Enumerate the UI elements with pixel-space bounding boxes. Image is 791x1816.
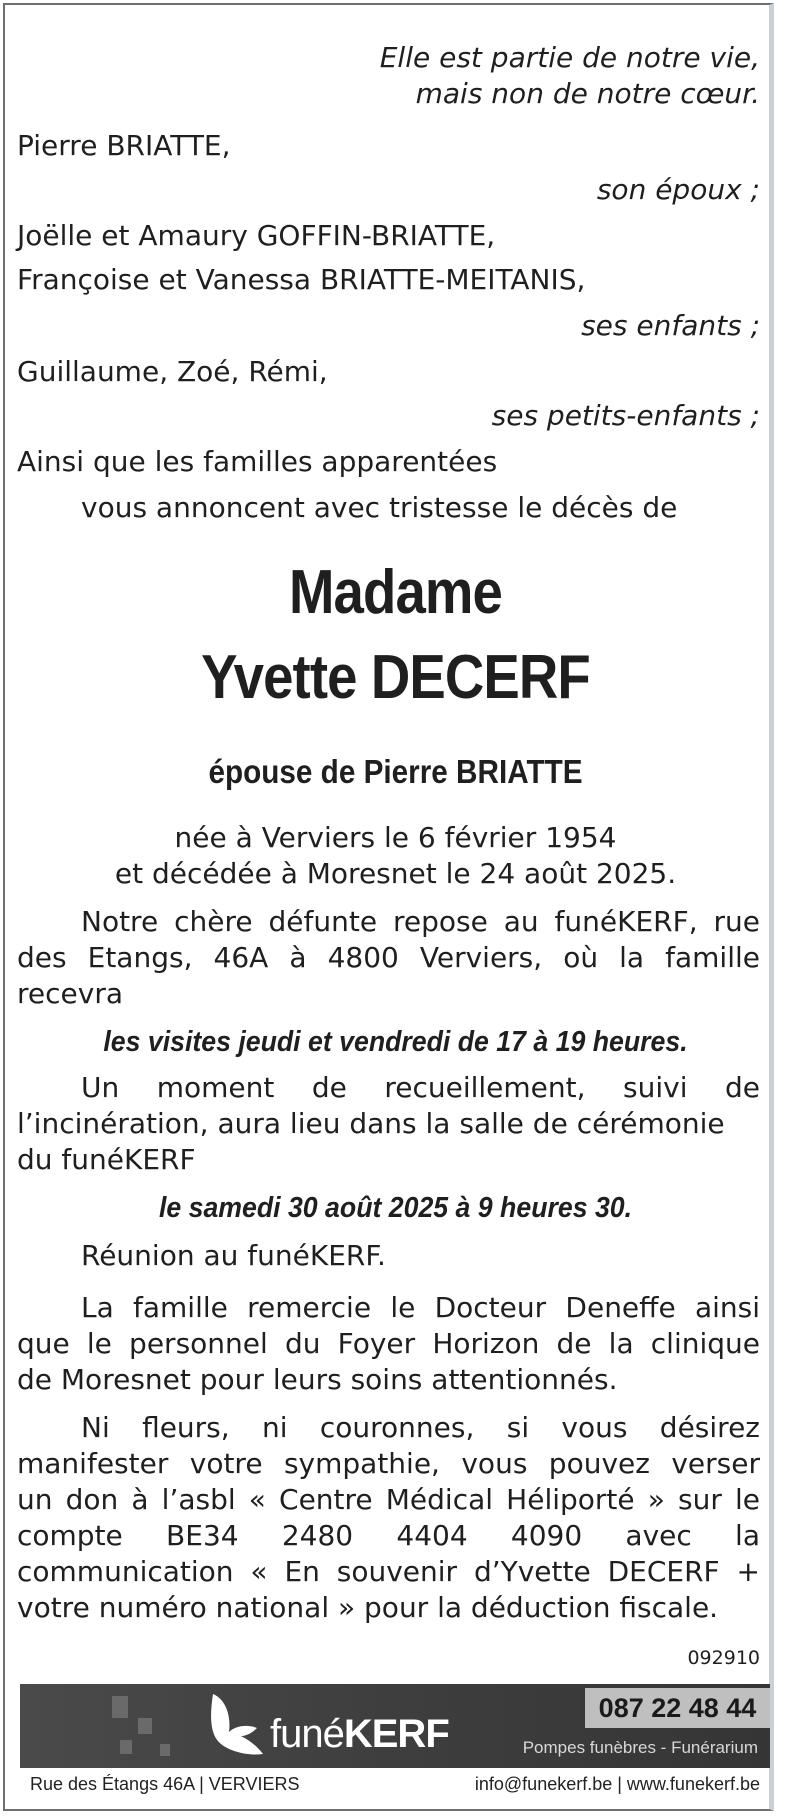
deceased-title: Madame: [288, 558, 503, 627]
service-tagline: Pompes funèbres - Funérarium: [522, 1738, 758, 1757]
ceremony-line-3: du funéKERF: [17, 1143, 196, 1176]
ceremony-date: le samedi 30 août 2025 à 9 heures 30.: [158, 1192, 633, 1224]
rest-line-2: des Etangs, 46A à 4800 Verviers, où la famille: [17, 941, 760, 974]
funeral-home-banner: [20, 1684, 770, 1768]
ceremony-line-2: l’incinération, aura lieu dans la salle de cérémonie: [17, 1107, 725, 1140]
epigraph-line-1: Elle est partie de notre vie,: [379, 41, 760, 74]
rest-line-1: Notre chère défunte repose au funéKERF, rue: [81, 905, 760, 938]
footer-contact[interactable]: info@funekerf.be | www.funekerf.be: [474, 1774, 760, 1794]
decor-square: [112, 1696, 128, 1718]
family-name-child-1: Joëlle et Amaury GOFFIN-BRIATTE,: [17, 219, 496, 252]
meeting-line: Réunion au funéKERF.: [81, 1239, 386, 1272]
thanks-line-2: que le personnel du Foyer Horizon de la clinique: [17, 1327, 760, 1360]
donation-line-3: un don à l’asbl « Centre Médical Héliporté » sur le: [17, 1483, 760, 1516]
phone-number[interactable]: 087 22 48 44: [585, 1688, 770, 1728]
decor-square: [138, 1718, 152, 1734]
funekerf-logo: funéKERF: [270, 1712, 449, 1756]
relation-grandchildren: ses petits-enfants ;: [491, 399, 760, 432]
decor-square: [120, 1740, 132, 1754]
deceased-name: Yvette DECERF: [201, 643, 590, 712]
birth-line: née à Verviers le 6 février 1954: [174, 821, 617, 854]
relation-spouse: son époux ;: [596, 173, 760, 206]
family-name-grandchildren: Guillaume, Zoé, Rémi,: [17, 355, 328, 388]
family-name-spouse: Pierre BRIATTE,: [17, 129, 231, 162]
decor-square: [160, 1744, 170, 1756]
relation-children: ses enfants ;: [581, 309, 760, 342]
thanks-line-3: de Moresnet pour leurs soins attentionnés.: [17, 1363, 618, 1396]
rest-line-3: recevra: [17, 977, 123, 1010]
thanks-line-1: La famille remercie le Docteur Deneffe ainsi: [81, 1291, 760, 1324]
spouse-line: épouse de Pierre BRIATTE: [208, 753, 583, 790]
donation-line-2: manifester votre sympathie, vous pouvez verser: [17, 1447, 760, 1480]
ceremony-line-1: Un moment de recueillement, suivi de: [81, 1071, 760, 1104]
family-name-child-2: Françoise et Vanessa BRIATTE-MEITANIS,: [17, 263, 586, 296]
death-line: et décédée à Moresnet le 24 août 2025.: [114, 857, 677, 890]
visits-line: les visites jeudi et vendredi de 17 à 19 heures.: [103, 1026, 688, 1058]
also-families: Ainsi que les familles apparentées: [17, 445, 498, 478]
donation-line-1: Ni fleurs, ni couronnes, si vous désirez: [81, 1411, 760, 1444]
footer-address: Rue des Étangs 46A | VERVIERS: [30, 1774, 300, 1794]
dove-logo-icon: [205, 1690, 267, 1762]
donation-line-5: communication « En souvenir d’Yvette DECERF +: [17, 1555, 760, 1588]
donation-line-4: compte BE34 2480 4404 4090 avec la: [17, 1519, 760, 1552]
announcement: vous annoncent avec tristesse le décès de: [81, 491, 678, 524]
epigraph-line-2: mais non de notre cœur.: [415, 77, 760, 110]
reference-number: 092910: [687, 1647, 760, 1669]
donation-line-6: votre numéro national » pour la déduction fiscale.: [17, 1591, 719, 1624]
